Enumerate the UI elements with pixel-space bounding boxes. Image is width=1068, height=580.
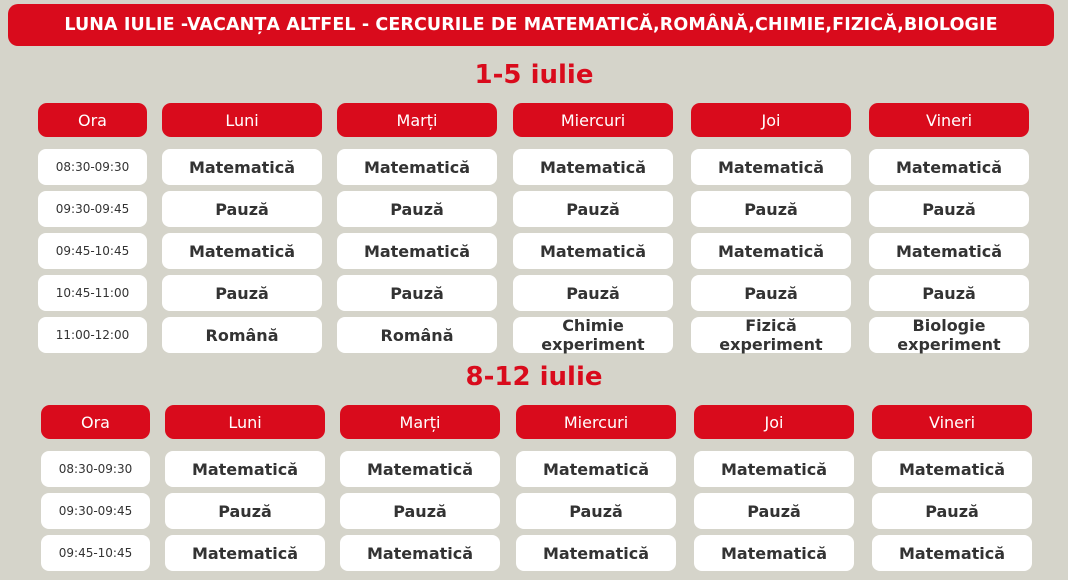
week-2-activity-cell: Pauză bbox=[340, 493, 500, 529]
week-2-activity-cell: Matematică bbox=[694, 451, 854, 487]
week-1-header-tuesday: Marți bbox=[337, 103, 497, 137]
week-2-activity-cell: Matematică bbox=[516, 535, 676, 571]
week-1-activity-cell: Matematică bbox=[513, 233, 673, 269]
week-2-activity-cell: Matematică bbox=[872, 535, 1032, 571]
week-2-header-tuesday: Marți bbox=[340, 405, 500, 439]
week-1-time-cell: 11:00-12:00 bbox=[38, 317, 147, 353]
week-1-activity-cell: Pauză bbox=[337, 191, 497, 227]
week-2-time-cell: 09:30-09:45 bbox=[41, 493, 150, 529]
week-2-activity-cell: Matematică bbox=[340, 535, 500, 571]
week-1-activity-cell: Pauză bbox=[513, 191, 673, 227]
week-2-header-monday: Luni bbox=[165, 405, 325, 439]
week-1-activity-cell: Pauză bbox=[337, 275, 497, 311]
week-1-header-monday: Luni bbox=[162, 103, 322, 137]
week-1-header-friday: Vineri bbox=[869, 103, 1029, 137]
week-1-activity-cell: Chimie experiment bbox=[513, 317, 673, 353]
week-2-header-wednesday: Miercuri bbox=[516, 405, 676, 439]
week-2-header-time: Ora bbox=[41, 405, 150, 439]
week-1-activity-cell: Matematică bbox=[691, 149, 851, 185]
week-2-activity-cell: Pauză bbox=[694, 493, 854, 529]
week-2-activity-cell: Pauză bbox=[165, 493, 325, 529]
week-1-activity-cell: Pauză bbox=[869, 191, 1029, 227]
week-1-time-cell: 08:30-09:30 bbox=[38, 149, 147, 185]
week-2-activity-cell: Matematică bbox=[340, 451, 500, 487]
week-1-activity-cell: Matematică bbox=[691, 233, 851, 269]
week-1-activity-cell: Pauză bbox=[869, 275, 1029, 311]
week-1-activity-cell: Matematică bbox=[162, 233, 322, 269]
week-1-activity-cell: Pauză bbox=[691, 275, 851, 311]
week-1-activity-cell: Matematică bbox=[337, 233, 497, 269]
week-2-time-cell: 08:30-09:30 bbox=[41, 451, 150, 487]
week-2-header-thursday: Joi bbox=[694, 405, 854, 439]
week-1-activity-cell: Matematică bbox=[162, 149, 322, 185]
week-2-activity-cell: Matematică bbox=[694, 535, 854, 571]
week-1-activity-cell: Fizică experiment bbox=[691, 317, 851, 353]
week-1-activity-cell: Matematică bbox=[869, 149, 1029, 185]
week-2-activity-cell: Pauză bbox=[516, 493, 676, 529]
week-1-time-cell: 09:45-10:45 bbox=[38, 233, 147, 269]
week-2-header-friday: Vineri bbox=[872, 405, 1032, 439]
week-1-title: 1-5 iulie bbox=[474, 60, 594, 90]
week-1-activity-cell: Matematică bbox=[513, 149, 673, 185]
week-2-activity-cell: Matematică bbox=[165, 451, 325, 487]
week-1-activity-cell: Matematică bbox=[337, 149, 497, 185]
week-2-title: 8-12 iulie bbox=[465, 362, 603, 392]
page-banner: LUNA IULIE -VACANȚA ALTFEL - CERCURILE DE MATEMATICĂ,ROMÂNĂ,CHIMIE,FIZICĂ,BIOLOGIE bbox=[8, 4, 1054, 46]
week-1-header-time: Ora bbox=[38, 103, 147, 137]
week-1-activity-cell: Pauză bbox=[513, 275, 673, 311]
week-2-activity-cell: Matematică bbox=[872, 451, 1032, 487]
week-1-header-wednesday: Miercuri bbox=[513, 103, 673, 137]
week-1-activity-cell: Pauză bbox=[691, 191, 851, 227]
week-1-activity-cell: Română bbox=[337, 317, 497, 353]
week-2-activity-cell: Matematică bbox=[165, 535, 325, 571]
week-2-activity-cell: Pauză bbox=[872, 493, 1032, 529]
week-1-time-cell: 10:45-11:00 bbox=[38, 275, 147, 311]
week-1-activity-cell: Biologie experiment bbox=[869, 317, 1029, 353]
week-1-header-thursday: Joi bbox=[691, 103, 851, 137]
week-1-activity-cell: Pauză bbox=[162, 191, 322, 227]
week-1-activity-cell: Matematică bbox=[869, 233, 1029, 269]
week-1-activity-cell: Română bbox=[162, 317, 322, 353]
week-2-activity-cell: Matematică bbox=[516, 451, 676, 487]
week-2-time-cell: 09:45-10:45 bbox=[41, 535, 150, 571]
week-1-activity-cell: Pauză bbox=[162, 275, 322, 311]
week-1-time-cell: 09:30-09:45 bbox=[38, 191, 147, 227]
